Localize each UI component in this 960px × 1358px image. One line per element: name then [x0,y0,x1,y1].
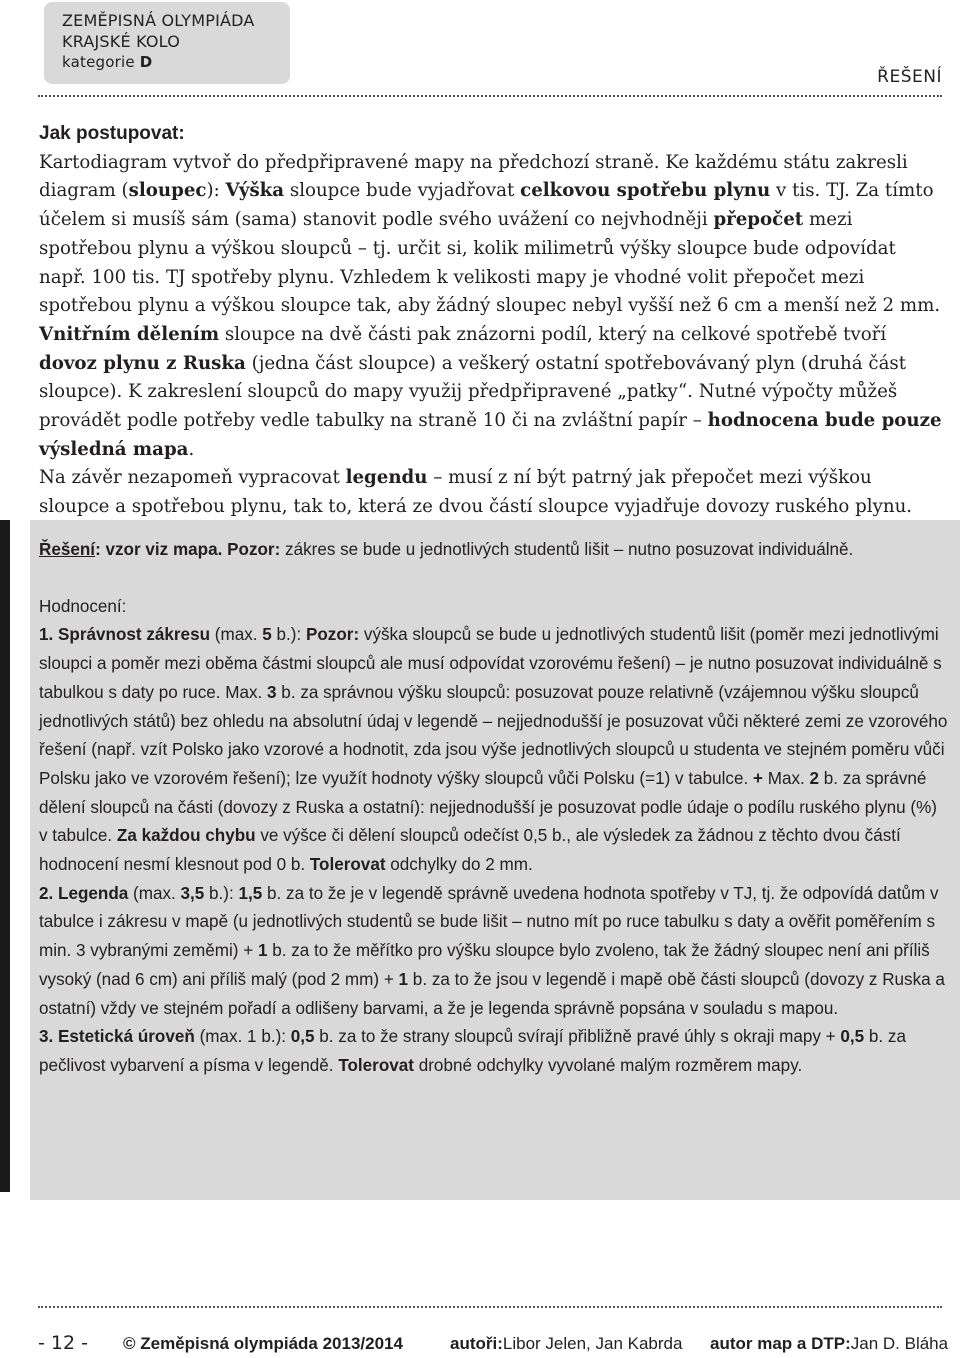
header-divider [38,95,942,97]
header-box [44,2,290,84]
footer [38,1334,948,1358]
instructions-heading: Jak postupovat: [39,123,185,144]
evaluation-item-2: 2. Legenda (max. 3,5 b.): 1,5 b. za to že je v legendě správně uvedena hodnota spotřeby v TJ, tj. že odpovídá datům v tabulce i zákresu v mapě (u jednotlivých studentů se bude lišit – nutno mít po ruce tabulku s daty a ověřit poměřením s min. 3 vybranými zeměmi) + 1 b. za to že měřítko pro výšku sloupce bylo zvoleno, tak že žádný sloupec není ani příliš vysoký (nad 6 cm) ani příliš malý (pod 2 mm) + 1 b. za to že jsou v legendě i mapě obě části sloupců (dovozy z Ruska a ostatní) vždy ve stejném pořadí a odlišeny barvami, a že je legenda správně popsána v souladu s mapou. [39,883,945,1018]
category-label: kategorie [62,53,135,71]
category-value: D [139,53,153,71]
page-number: - 12 - [38,1332,88,1354]
footer-divider [38,1306,942,1308]
round-title: KRAJSKÉ KOLO [62,32,181,51]
instructions-paragraph-2: Vnitřním dělením sloupce na dvě části pak znázorni podíl, který na celkové spotřebě tvoří dovoz plynu z Ruska (jedna část sloupce) a veškerý ostatní spotřebovávaný plyn (druhá část sloupce). K zakreslení sloupců do mapy využij předpřipravené „patky“. Nutné výpočty můžeš provádět podle potřeby vedle tabulky na straně 10 či na zvláštní papír – hodnocena bude pouze výsledná mapa. [39,323,942,460]
spacer [39,565,949,593]
section-label: ŘEŠENÍ [877,67,942,87]
olympiad-title: ZEMĚPISNÁ OLYMPIÁDA [62,11,255,30]
copyright: © Zeměpisná olympiáda 2013/2014 [123,1334,403,1353]
category [62,52,290,73]
solution-summary: Řešení: vzor viz mapa. Pozor: zákres se bude u jednotlivých studentů lišit – nutno posuzovat individuálně. [39,540,854,559]
evaluation-item-3: 3. Estetická úroveň (max. 1 b.): 0,5 b. za to že strany sloupců svírají přibližně pravé úhly s okraji mapy + 0,5 b. za pečlivost vybarvení a písma v legendě. Tolerovat drobné odchylky vyvolané malým rozměrem mapy. [39,1027,906,1075]
evaluation-heading: Hodnocení: [39,596,127,616]
instructions-section [39,120,945,522]
map-dtp-author: autor map a DTP: Jan D. Bláha [710,1334,949,1353]
instructions-paragraph-1: Kartodiagram vytvoř do předpřipravené mapy na předchozí straně. Ke každému státu zakresli diagram (sloupec): Výška sloupce bude vyjadřovat celkovou spotřebu plynu v tis. TJ. Za tímto účelem si musíš sám (sama) stanovit podle svého uvážení co nejvhodněji přepočet mezi spotřebou plynu a výškou sloupců – tj. určit si, kolik milimetrů výšky sloupce bude odpovídat např. 100 tis. TJ spotřeby plynu. Vzhledem k velikosti mapy je vhodné volit přepočet mezi spotřebou plynu a výškou sloupce tak, aby žádný sloupec nebyl vyšší než 6 cm a menší než 2 mm. [39,151,941,317]
evaluation-item-1: 1. Správnost zákresu (max. 5 b.): Pozor: výška sloupců se bude u jednotlivých studentů lišit (poměr mezi jednotlivými sloupci a poměr mezi oběma částmi sloupců ale musí odpovídat vzorovému řešení) – je nutno posuzovat individuálně s tabulkou s daty po ruce. Max. 3 b. za správnou výšku sloupců: posuzovat pouze relativně (vzájemnou výšku sloupců jednotlivých států) bez ohledu na absolutní údaj v legendě – nejjednodušší je posuzovat vůči některé zemi ze vzorového řešení (např. vzít Polsko jako vzorové a hodnotit, zda jsou výše jednotlivých sloupců u studenta ve stejném poměru vůči Polsku jako ve vzorovém řešení); lze využít hodnoty výšky sloupců vůči Polsku (=1) v tabulce. + Max. 2 b. za správné dělení sloupců na části (dovozy z Ruska a ostatní): nejjednodušší je posuzovat podle údaje o podílu ruského plynu (%) v tabulce. Za každou chybu ve výšce či dělení sloupců odečíst 0,5 b., ale výsledek za žádnou z těchto dvou částí hodnocení nesmí klesnout pod 0 b. Tolerovat odchylky do 2 mm. [39,625,948,875]
solution-side-bar [0,520,10,1192]
solution-section [39,536,949,1081]
authors: autoři: Libor Jelen, Jan Kabrda [450,1334,683,1353]
instructions-paragraph-3: Na závěr nezapomeň vypracovat legendu – musí z ní být patrný jak přepočet mezi výškou sloupce a spotřebou plynu, tak to, která ze dvou částí sloupce vyjadřuje dovozy ruského plynu. [39,467,913,518]
